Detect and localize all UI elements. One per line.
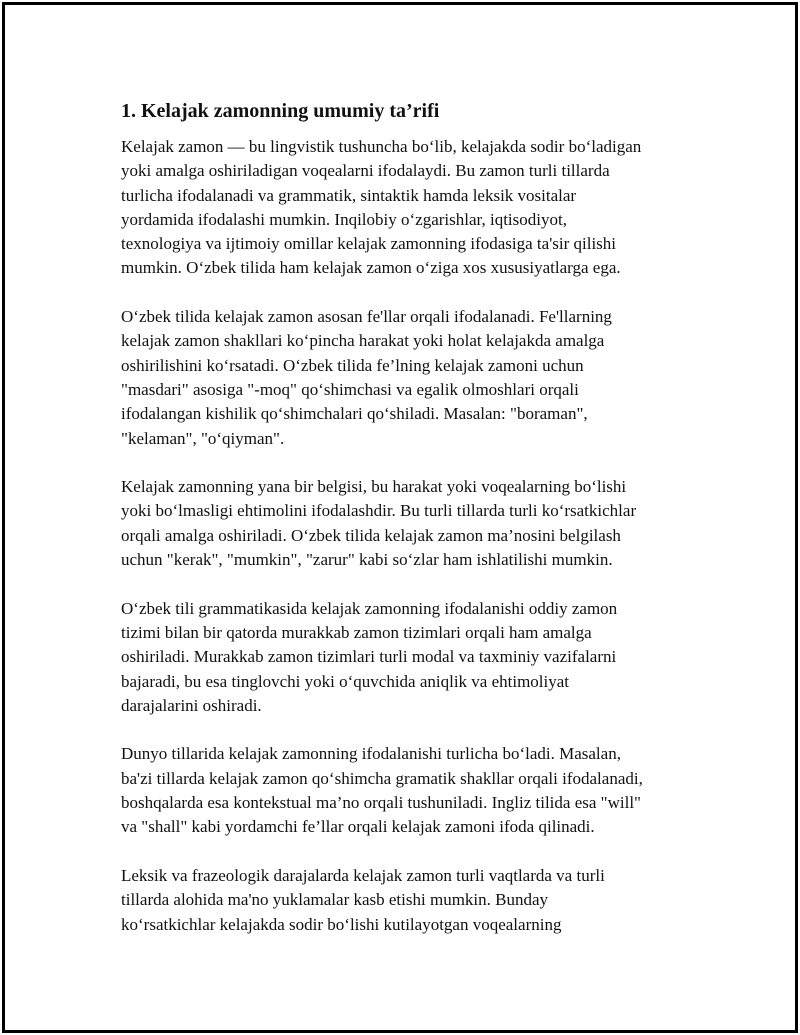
text-line: oshiriladi. Murakkab zamon tizimlari turli modal va taxminiy vazifalarni — [121, 647, 617, 667]
text-line: yoki amalga oshiriladigan voqealarni ifodalaydi. Bu zamon turli tillarda — [121, 161, 610, 181]
text-line: orqali amalga oshiriladi. Oʻzbek tilida kelajak zamon ma’nosini belgilash — [121, 525, 621, 545]
text-line: koʻrsatkichlar kelajakda sodir boʻlishi kutilayotgan voqealarning — [121, 914, 562, 934]
text-line: bajaradi, bu esa tinglovchi yoki oʻquvchida aniqlik va ehtimoliyat — [121, 671, 570, 691]
text-line: oshirilishini koʻrsatadi. Oʻzbek tilida fe’lning kelajak zamoni uchun — [121, 355, 584, 375]
paragraph — [121, 597, 691, 718]
text-line: ba'zi tillarda kelajak zamon qoʻshimcha gramatik shakllar orqali ifodalanadi, — [121, 768, 643, 788]
text-line: ifodalangan kishilik qoʻshimchalari qoʻshiladi. Masalan: "boraman", — [121, 404, 588, 424]
text-line: darajalarini oshiradi. — [121, 695, 262, 715]
text-line: Leksik va frazeologik darajalarda kelajak zamon turli vaqtlarda va turli — [121, 865, 605, 885]
text-line: turlicha ifodalanadi va grammatik, sintaktik hamda leksik vositalar — [121, 185, 577, 205]
text-line: Oʻzbek tili grammatikasida kelajak zamonning ifodalanishi oddiy zamon — [121, 598, 618, 618]
text-line: kelajak zamon shakllari koʻpincha harakat yoki holat kelajakda amalga — [121, 331, 605, 351]
section-heading: 1. Kelajak zamonning umumiy ta’rifi — [121, 100, 440, 122]
paragraph — [121, 864, 691, 937]
text-line: tizimi bilan bir qatorda murakkab zamon tizimlari orqali ham amalga — [121, 622, 592, 642]
text-line: uchun "kerak", "mumkin", "zarur" kabi soʻzlar ham ishlatilishi mumkin. — [121, 550, 613, 570]
paragraph — [121, 475, 691, 572]
text-line: Kelajak zamonning yana bir belgisi, bu harakat yoki voqealarning boʻlishi — [121, 477, 627, 497]
text-line: tillarda alohida ma'no yuklamalar kasb etishi mumkin. Bunday — [121, 890, 549, 910]
paragraph — [121, 135, 691, 281]
text-line: "kelaman", "oʻqiyman". — [121, 428, 285, 448]
paragraph-list — [121, 135, 691, 937]
text-line: boshqalarda esa kontekstual ma’no orqali tushuniladi. Ingliz tilida esa "will" — [121, 793, 641, 813]
paragraph — [121, 305, 691, 451]
text-line: Dunyo tillarida kelajak zamonning ifodalanishi turlicha boʻladi. Masalan, — [121, 744, 621, 764]
paragraph — [121, 742, 691, 839]
text-line: yoki boʻlmasligi ehtimolini ifodalashdir. Bu turli tillarda turli koʻrsatkichlar — [121, 501, 637, 521]
document-body — [121, 97, 691, 937]
text-line: "masdari" asosiga "-moq" qoʻshimchasi va egalik olmoshlari orqali — [121, 379, 579, 399]
text-line: Oʻzbek tilida kelajak zamon asosan fe'llar orqali ifodalanadi. Fe'llarning — [121, 307, 612, 327]
text-line: va "shall" kabi yordamchi fe’llar orqali kelajak zamoni ifoda qilinadi. — [121, 817, 595, 837]
text-line: mumkin. Oʻzbek tilida ham kelajak zamon oʻziga xos xususiyatlarga ega. — [121, 258, 621, 278]
text-line: yordamida ifodalashi mumkin. Inqilobiy oʻzgarishlar, iqtisodiyot, — [121, 209, 567, 229]
page-frame — [2, 2, 798, 1033]
text-line: texnologiya va ijtimoiy omillar kelajak zamonning ifodasiga ta'sir qilishi — [121, 234, 617, 254]
text-line: Kelajak zamon — bu lingvistik tushuncha boʻlib, kelajakda sodir boʻladigan — [121, 137, 642, 156]
